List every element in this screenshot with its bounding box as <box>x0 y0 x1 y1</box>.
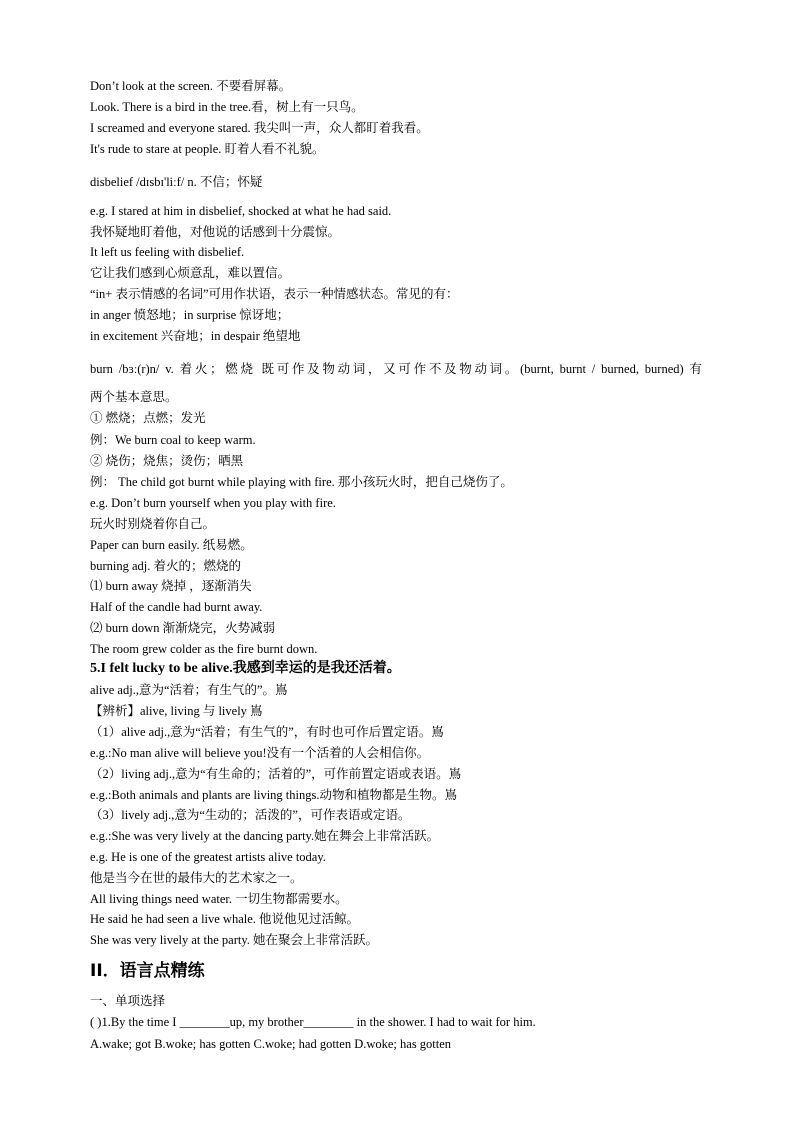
text-line: All living things need water. 一切生物都需要水。 <box>90 892 348 906</box>
text-line: burning adj. 着火的；燃烧的 <box>90 559 242 573</box>
text-line: The room grew colder as the fire burnt down. <box>90 642 318 656</box>
text-line: ⑴ burn away 烧掉 ，逐渐消失 <box>90 579 252 593</box>
text-line: alive adj.,意为“活着；有生气的”。嶌 <box>90 683 288 697</box>
text-line: 它让我们感到心烦意乱，难以置信。 <box>90 266 291 280</box>
text-line: e.g.:Both animals and plants are living things.动物和植物都是生物。嶌 <box>90 788 457 802</box>
text-line: 【辨析】alive, living 与 lively 嶌 <box>90 704 263 718</box>
text-line: It's rude to stare at people. 盯着人看不礼貌。 <box>90 142 325 156</box>
text-line: e.g. He is one of the greatest artists alive today. <box>90 850 326 864</box>
text-line: She was very lively at the party. 她在聚会上非常活跃。 <box>90 933 379 947</box>
text-line: e.g.:No man alive will believe you!没有一个活着的人会相信你。 <box>90 746 430 760</box>
text-line: 一、单项选择 <box>90 994 166 1008</box>
text-line: e.g.:She was very lively at the dancing party.她在舞会上非常活跃。 <box>90 829 440 843</box>
text-line: 他是当今在世的最伟大的艺术家之一。 <box>90 871 303 885</box>
text-line: 两个基本意思。 <box>90 390 178 404</box>
text-line: （2）living adj.,意为“有生命的；活着的”，可作前置定语或表语。嶌 <box>90 767 462 781</box>
text-line: in anger 愤怒地；in surprise 惊讶地； <box>90 308 290 322</box>
text-line: 例：We burn coal to keep warm. <box>90 433 256 447</box>
text-line: 我怀疑地盯着他，对他说的话感到十分震惊。 <box>90 225 341 239</box>
section-title: II．语言点精练 <box>90 961 205 981</box>
text-line: Look. There is a bird in the tree.看，树上有一只鸟。 <box>90 100 364 114</box>
text-line: in excitement 兴奋地；in despair 绝望地 <box>90 329 301 343</box>
text-line: ① 燃烧；点燃；发光 <box>90 411 206 425</box>
text-line: Paper can burn easily. 纸易燃。 <box>90 538 253 552</box>
text-line: e.g. Don’t burn yourself when you play with fire. <box>90 496 336 510</box>
text-line: 例： The child got burnt while playing with fire. 那小孩玩火时，把自己烧伤了。 <box>90 475 513 489</box>
section-heading: 5.I felt lucky to be alive.我感到幸运的是我还活着。 <box>90 661 401 676</box>
question-line: ( )1.By the time I ________up, my brother________ in the shower. I had to wait for him. <box>90 1015 536 1029</box>
text-line: ⑵ burn down 渐渐烧完，火势减弱 <box>90 621 276 635</box>
text-line: Half of the candle had burnt away. <box>90 600 263 614</box>
text-line: He said he had seen a live whale. 他说他见过活鲸。 <box>90 912 360 926</box>
text-line: （3）lively adj.,意为“生动的；活泼的”，可作表语或定语。 <box>90 808 411 822</box>
text-line: e.g. I stared at him in disbelief, shocked at what he had said. <box>90 204 392 218</box>
text-line: ② 烧伤；烧焦；烫伤；晒黑 <box>90 454 244 468</box>
text-line: disbelief /dɪsbɪ'liːf/ n. 不信；怀疑 <box>90 175 263 189</box>
text-line: It left us feeling with disbelief. <box>90 245 245 259</box>
text-line: “in+ 表示情感的名词”可用作状语，表示一种情感状态。常见的有： <box>90 287 459 301</box>
text-line: 玩火时别烧着你自己。 <box>90 517 216 531</box>
text-line: （1）alive adj.,意为“活着；有生气的”，有时也可作后置定语。嶌 <box>90 725 444 739</box>
text-line: burn /bɜː(r)n/ v. 着火；燃烧 既可作及物动词，又可作不及物动词。(burnt, burnt / burned, burned) 有 <box>90 362 702 376</box>
text-line: Don’t look at the screen. 不要看屏幕。 <box>90 79 292 93</box>
answer-options: A.wake; got B.woke; has gotten C.woke; had gotten D.woke; has gotten <box>90 1037 452 1051</box>
text-line: I screamed and everyone stared. 我尖叫一声，众人都盯着我看。 <box>90 121 429 135</box>
